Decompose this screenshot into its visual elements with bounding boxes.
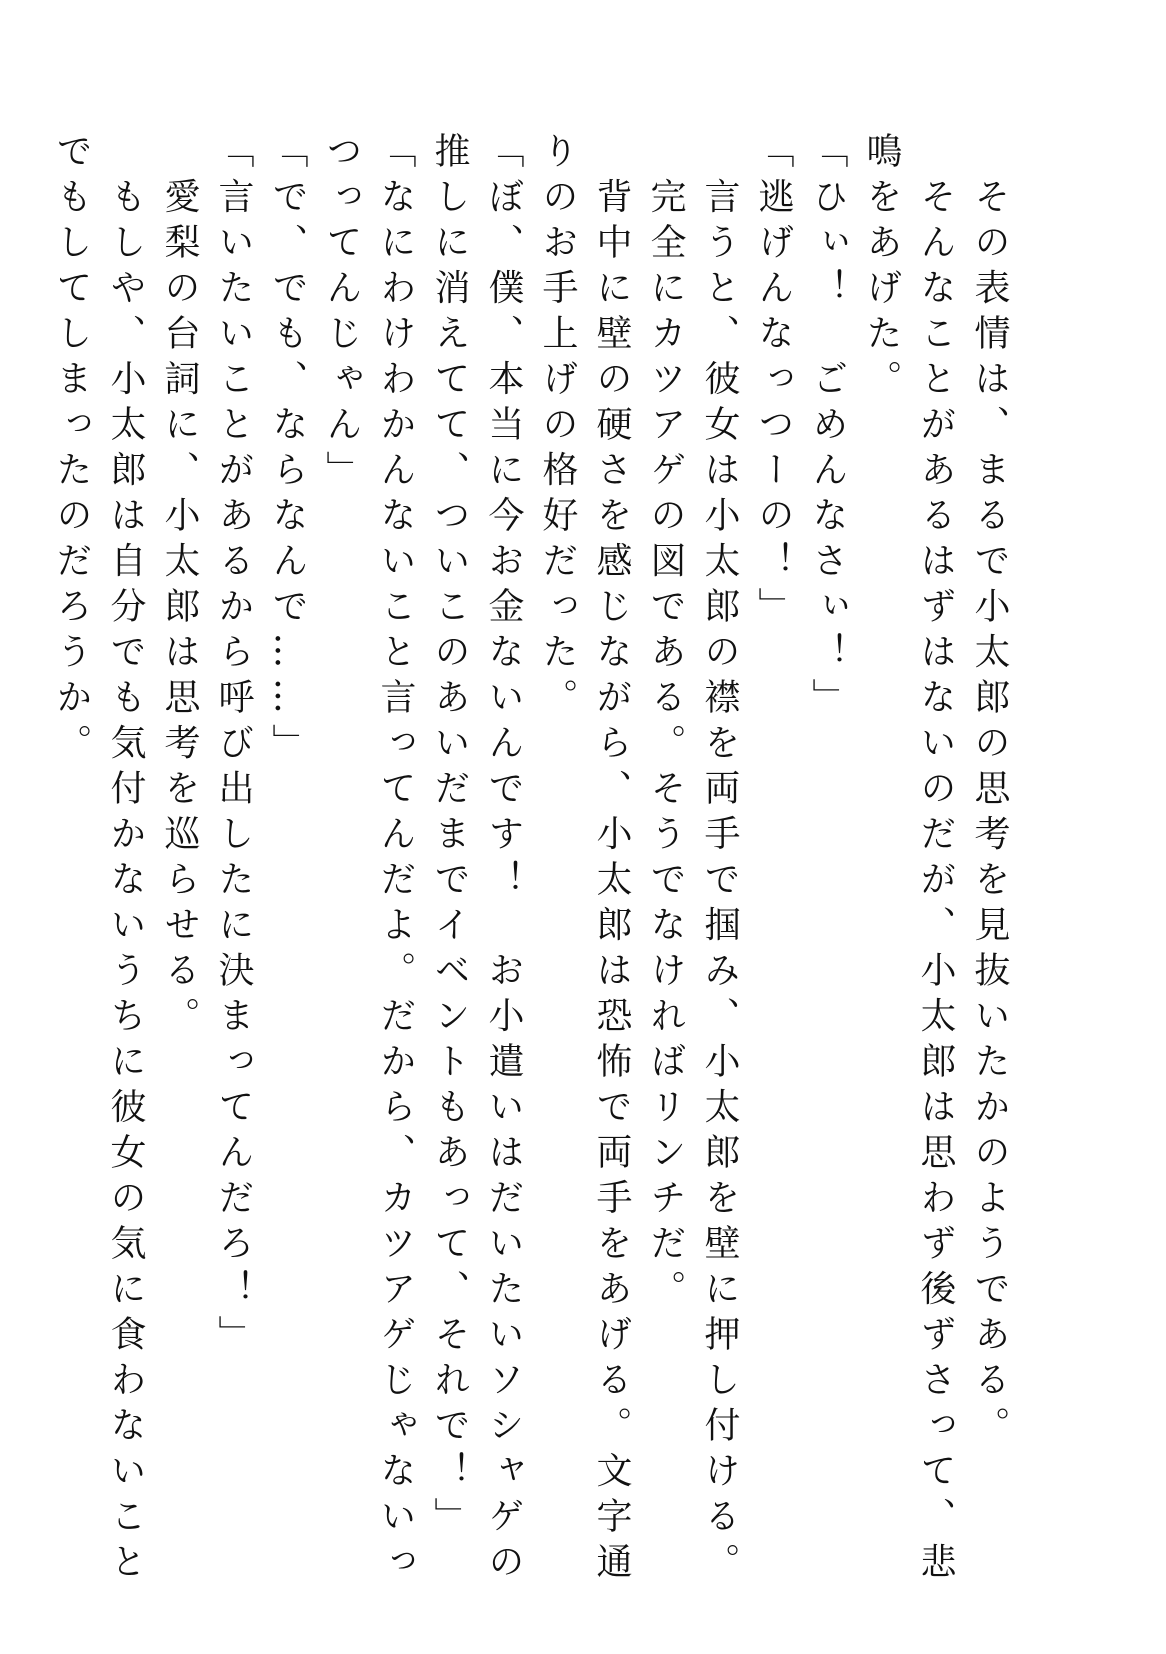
text-line: その表情は、まるで小太郎の思考を見抜いたかのようである。: [969, 132, 1010, 1452]
text-line: 愛梨の台詞に、小太郎は思考を巡らせる。: [159, 132, 200, 1042]
vertical-text-body: [44, 132, 1016, 1588]
text-line: 「ひぃ！ ごめんなさぃ！」: [807, 132, 848, 724]
text-line: 完全にカツアゲの図である。そうでなければリンチだ。: [645, 132, 686, 1315]
text-line: そんなことがあるはずはないのだが、小太郎は思わず後ずさって、悲: [915, 132, 956, 1588]
text-line: 「逃げんなっつーの！」: [753, 132, 794, 633]
text-line: 「ぼ、僕、本当に今お金ないんです！ お小遣いはだいたいソシャゲの: [483, 132, 524, 1588]
text-line: 「言いたいことがあるから呼び出したに決まってんだろ！」: [213, 132, 254, 1361]
text-line: 言うと、彼女は小太郎の襟を両手で掴み、小太郎を壁に押し付ける。: [699, 132, 740, 1588]
text-line: 推しに消えてて、ついこのあいだまでイベントもあって、それで！」: [429, 132, 470, 1543]
text-line: つってんじゃん」: [321, 132, 362, 496]
text-line: 「で、でも、ならなんで……」: [267, 132, 308, 769]
text-line: 鳴をあげた。: [861, 132, 902, 405]
text-line: 「なにわけわかんないこと言ってんだよ。だから、カツアゲじゃないっ: [375, 132, 416, 1588]
text-line: でもしてしまったのだろうか。: [51, 132, 92, 769]
text-line: りのお手上げの格好だった。: [537, 132, 578, 724]
text-line: 背中に壁の硬さを感じながら、小太郎は恐怖で両手をあげる。文字通: [591, 132, 632, 1588]
text-line: もしや、小太郎は自分でも気付かないうちに彼女の気に食わないこと: [105, 132, 146, 1588]
